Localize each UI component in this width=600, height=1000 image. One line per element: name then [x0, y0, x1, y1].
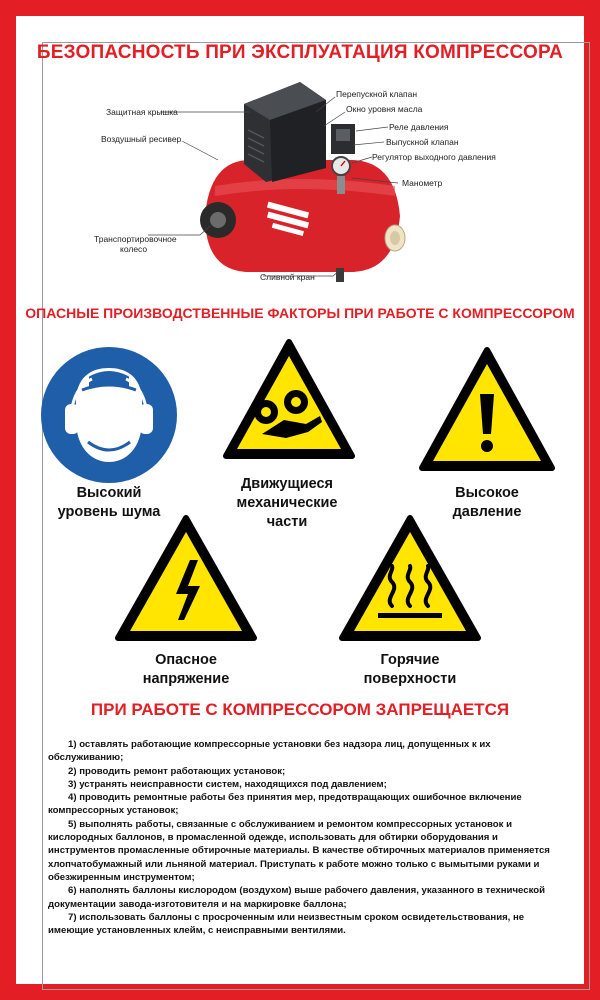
rule-item: 2) проводить ремонт работающих установок; [68, 765, 286, 777]
hazards-title: ОПАСНЫЕ ПРОИЗВОДСТВЕННЫЕ ФАКТОРЫ ПРИ РАБОТЕ С КОМПРЕССОРОМ [25, 305, 575, 321]
rule-item: 4) проводить ремонтные работы без принятия мер, предотвращающих ошибочное включение компрессорных установок; [48, 792, 522, 817]
label-transport-wheel-line2: колесо [120, 244, 148, 254]
prohibited-rules-list [48, 738, 560, 937]
caption-noise: Высокий уровень шума [57, 485, 161, 520]
label-bypass-valve: Перепускной клапан [336, 89, 418, 99]
label-exhaust-valve: Выпускной клапан [386, 137, 459, 147]
label-pressure-relay: Реле давления [389, 122, 449, 132]
label-protective-cover: Защитная крышка [106, 107, 178, 117]
caption-hot-surfaces: Горячие поверхности [363, 652, 457, 687]
hot-surface-warning-icon [338, 514, 482, 644]
caption-high-pressure: Высокое давление [452, 485, 522, 520]
voltage-warning-icon [114, 514, 258, 644]
rule-item: 3) устранять неисправности систем, находящихся под давлением; [68, 778, 387, 790]
prohibited-title: ПРИ РАБОТЕ С КОМПРЕССОРОМ ЗАПРЕЩАЕТСЯ [90, 700, 510, 719]
main-title: БЕЗОПАСНОСТЬ ПРИ ЭКСПЛУАТАЦИЯ КОМПРЕССОРА [36, 42, 564, 63]
label-transport-wheel-line1: Транспортировочное [94, 234, 177, 244]
label-oil-window: Окно уровня масла [346, 104, 423, 114]
rule-item: 6) наполнять баллоны кислородом (воздухом) выше рабочего давления, указанного в технической документации завода-изготовителя и на маркировке баллона; [48, 885, 545, 910]
label-outlet-regulator: Регулятор выходного давления [372, 152, 496, 162]
compressor-diagram [0, 75, 600, 290]
rule-item: 5) выполнять работы, связанные с обслуживанием и ремонтом компрессорных установок и кислородных баллонов, в промасленной одежде, использовать для обтирки оборудования и инструментов промасленные обтирочные материалы. В качестве обтирочных материалов применяется хлопчатобумажный или льняной материал. Приступать к работе можно только с вымытыми руками и обезжиренным инструментом; [48, 818, 550, 883]
caption-voltage: Опасное напряжение [142, 652, 230, 687]
label-manometer: Манометр [402, 178, 443, 188]
label-air-receiver: Воздушный ресивер [101, 134, 182, 144]
moving-parts-warning-icon [222, 338, 356, 462]
rule-item: 7) использовать баллоны с просроченным или неизвестным сроком освидетельствования, не имеющие установленных клейм, с неисправными вентилями. [48, 911, 525, 937]
caption-moving-parts: Движущиеся механические части [236, 476, 338, 530]
rule-item: 1) оставлять работающие компрессорные установки без надзора лиц, допущенных к их обслуживанию; [48, 739, 491, 764]
high-pressure-warning-icon [418, 346, 556, 474]
label-drain-valve: Сливной кран [260, 272, 315, 282]
hearing-protection-sign-icon [40, 346, 178, 484]
